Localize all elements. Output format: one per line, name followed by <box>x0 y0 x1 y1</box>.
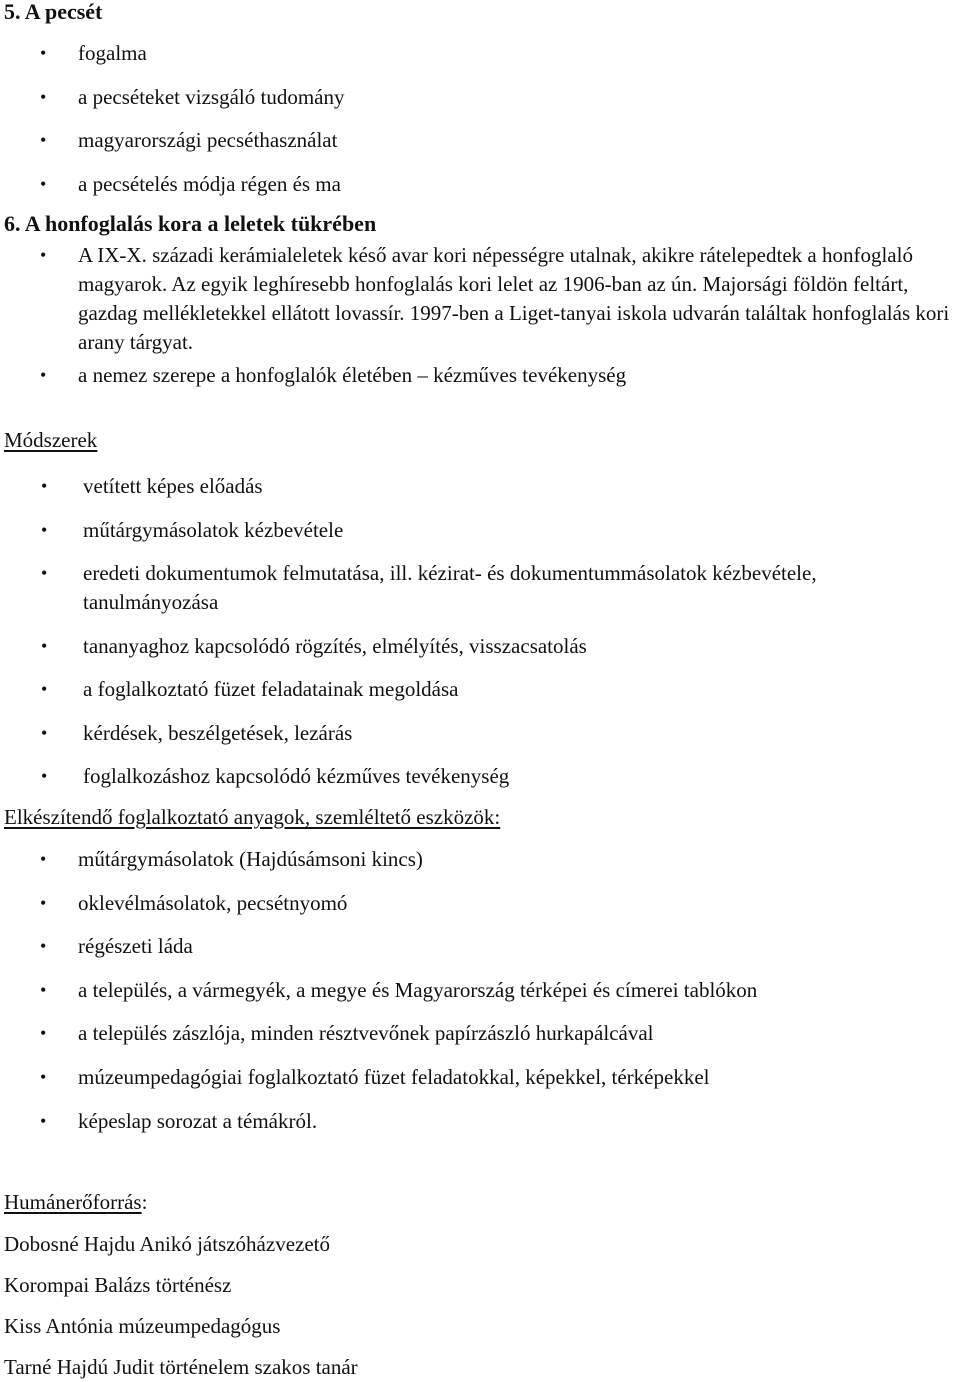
list-item: • A IX-X. századi kerámialeletek késő avar kori népességre utalnak, akikre rátelepedtek a honfoglaló magyarok. Az egyik leghíresebb honfoglalás kori lelet az 1906-ban az ún. Majorsági földön feltárt, gazdag mellékletekkel ellátott lovassír. 1997-ben a Liget-tanyai iskola udvarán találtak honfoglalás kori arany tárgyat. <box>40 243 950 354</box>
bullet-icon: • <box>40 1110 47 1131</box>
section-5-heading: 5. A pecsét <box>4 0 103 24</box>
materials-heading: Elkészítendő foglalkoztató anyagok, szemléltető eszközök: <box>4 805 501 829</box>
bullet-icon: • <box>41 635 48 656</box>
human-resources-heading: Humánerőforrás: <box>4 1190 148 1214</box>
list-item: • eredeti dokumentumok felmutatása, ill. kézirat- és dokumentummásolatok kézbevétele, tanulmányozása <box>41 561 817 614</box>
list-item: • a pecséteket vizsgáló tudomány <box>78 82 956 126</box>
list-item: • foglalkozáshoz kapcsolódó kézműves tevékenység <box>83 762 956 791</box>
bullet-icon: • <box>40 43 47 63</box>
list-item: • műtárgymásolatok (Hajdúsámsoni kincs) <box>78 844 956 874</box>
list-item: • a pecsételés módja régen és ma <box>78 169 956 213</box>
list-item: • vetített képes előadás <box>83 472 956 501</box>
person-entry: Korompai Balázs történész <box>4 1273 232 1297</box>
person-entry: Dobosné Hajdu Anikó játszóházvezető <box>4 1232 330 1256</box>
bullet-icon: • <box>41 519 48 540</box>
list-item: • a település zászlója, minden résztvevőnek papírzászló hurkapálcával <box>78 1018 956 1048</box>
bullet-icon: • <box>40 936 47 957</box>
list-item: • képeslap sorozat a témákról. <box>78 1106 956 1136</box>
bullet-icon: • <box>40 130 47 150</box>
list-item: • tananyaghoz kapcsolódó rögzítés, elmélyítés, visszacsatolás <box>83 632 956 661</box>
list-item: • műtárgymásolatok kézbevétele <box>83 516 956 545</box>
list-item: • a foglalkoztató füzet feladatainak megoldása <box>83 675 956 704</box>
methods-list <box>41 472 956 806</box>
bullet-icon: • <box>41 679 48 699</box>
bullet-icon: • <box>40 1066 47 1087</box>
bullet-icon: • <box>40 849 47 869</box>
bullet-icon: • <box>40 365 47 385</box>
list-item: • a nemez szerepe a honfoglalók életében – kézműves tevékenység <box>78 361 956 390</box>
bullet-icon: • <box>40 245 47 265</box>
bullet-icon: • <box>40 86 47 107</box>
section-6-list <box>40 241 956 390</box>
bullet-icon: • <box>41 563 48 583</box>
list-item: • a település, a vármegyék, a megye és Magyarország térképei és címerei tablókon <box>78 975 956 1005</box>
bullet-icon: • <box>40 1023 47 1044</box>
bullet-icon: • <box>40 173 47 194</box>
person-entry: Tarné Hajdú Judit történelem szakos tanár <box>4 1355 358 1379</box>
person-entry: Kiss Antónia múzeumpedagógus <box>4 1314 281 1338</box>
list-item: • oklevélmásolatok, pecsétnyomó <box>78 888 956 918</box>
bullet-icon: • <box>40 892 47 913</box>
bullet-icon: • <box>41 766 48 786</box>
list-item: • kérdések, beszélgetések, lezárás <box>83 719 956 748</box>
list-item: • múzeumpedagógiai foglalkoztató füzet feladatokkal, képekkel, térképekkel <box>78 1062 956 1092</box>
materials-list <box>40 844 956 1149</box>
bullet-icon: • <box>41 476 48 496</box>
bullet-icon: • <box>41 722 48 743</box>
list-item: • magyarországi pecséthasználat <box>78 125 956 169</box>
list-item: • fogalma <box>78 38 956 82</box>
list-item: • régészeti láda <box>78 931 956 961</box>
bullet-icon: • <box>40 979 47 1000</box>
section-5-list <box>40 38 956 212</box>
methods-heading: Módszerek <box>4 428 98 452</box>
section-6-heading: 6. A honfoglalás kora a leletek tükrében <box>4 211 377 236</box>
